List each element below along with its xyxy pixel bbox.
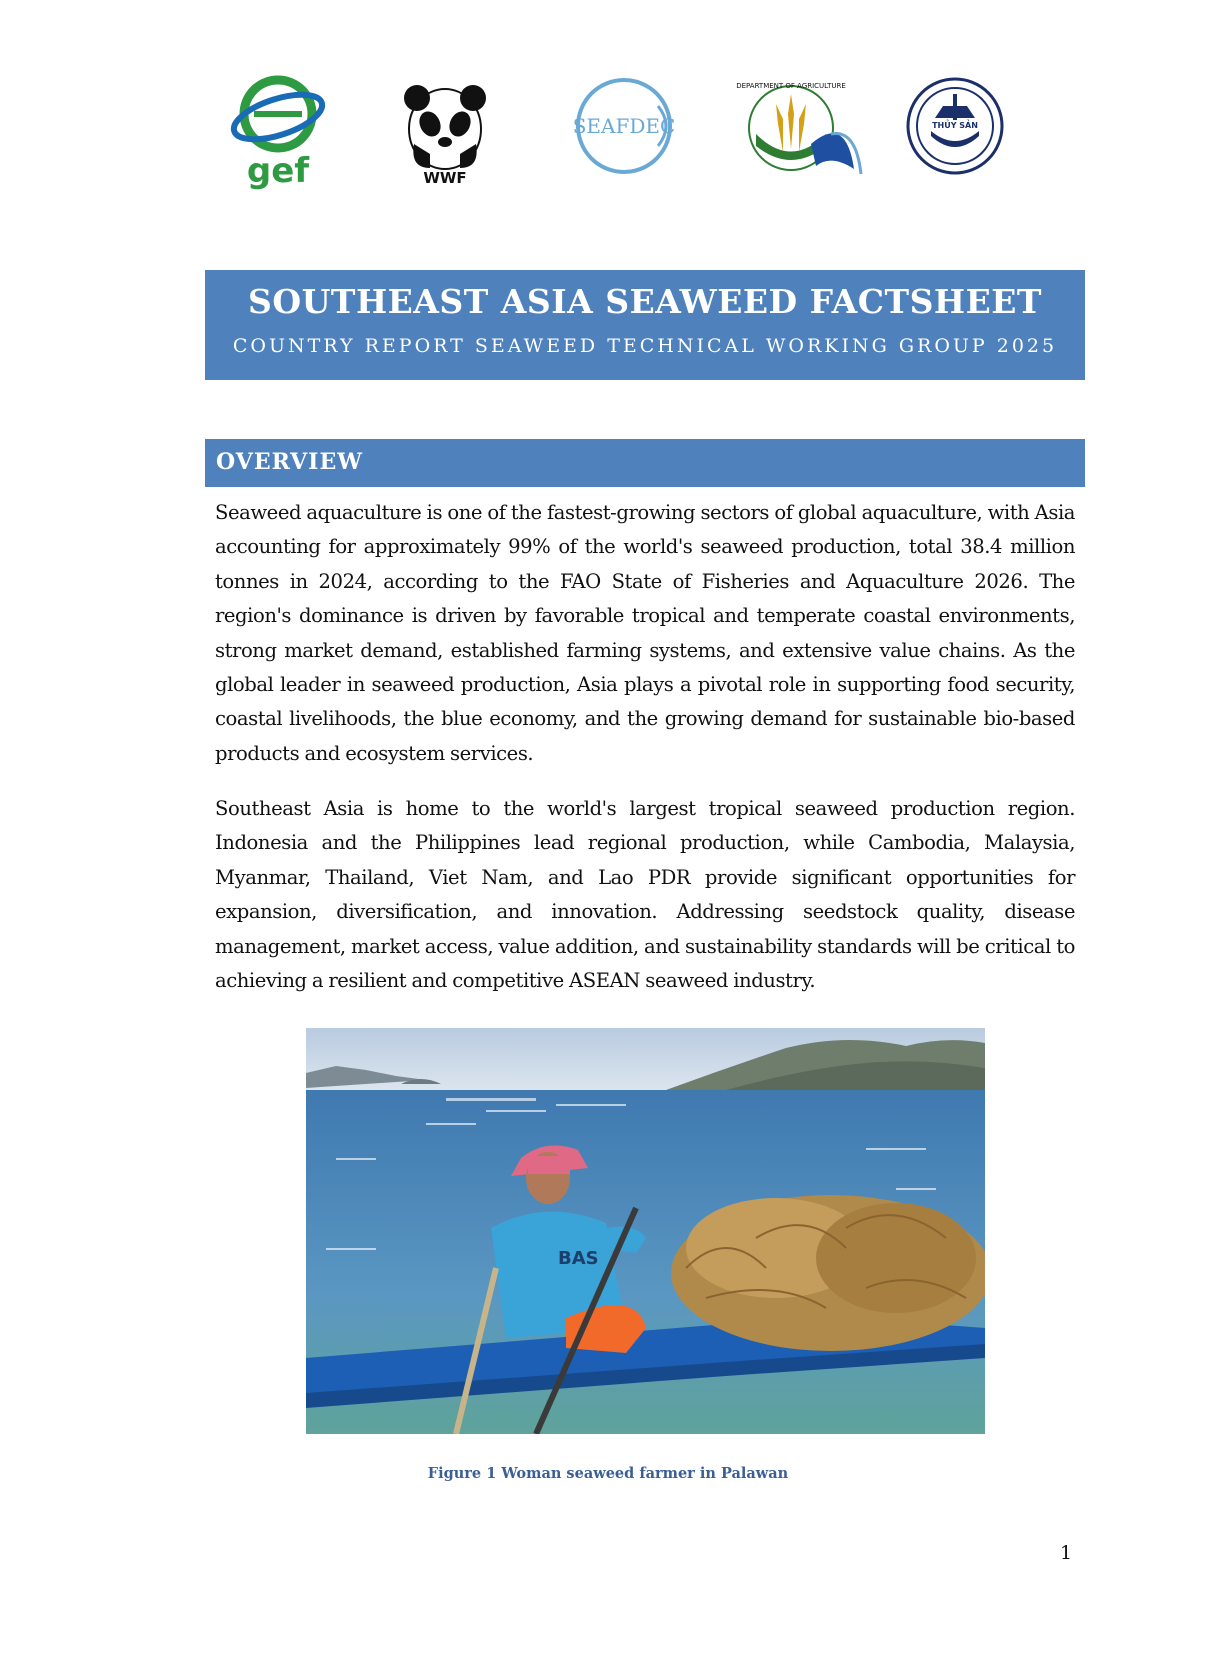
shirt-text: BAS [558, 1248, 599, 1269]
factsheet-subtitle: COUNTRY REPORT SEAWEED TECHNICAL WORKING GROUP 2025 [232, 335, 1058, 357]
wwf-logo-text: WWF [423, 169, 467, 184]
gef-logo-text: gef [246, 151, 310, 191]
factsheet-banner [205, 270, 1085, 380]
overview-paragraph-2: Southeast Asia is home to the world's largest tropical seaweed production region. Indonesia and the Philippines lead regional production, while Cambodia, Malaysia, Myanmar, Thailand, Viet Nam, and Lao PDR provide significant opportunities for expansion, diversification, and innovation. Addressing seedstock quality, disease management, market access, value addition, and sustainability standards will be critical to achieving a resilient and competitive ASEAN seaweed industry. [215, 797, 1075, 993]
factsheet-title: SOUTHEAST ASIA SEAWEED FACTSHEET [248, 282, 1042, 321]
gef-logo [228, 72, 328, 192]
overview-heading: OVERVIEW [216, 449, 363, 475]
seafdec-logo [568, 76, 680, 176]
department-of-agriculture-logo [736, 74, 866, 184]
overview-section-header [205, 439, 1085, 487]
page-number: 1 [1060, 1542, 1073, 1564]
partner-logos [0, 64, 1216, 194]
overview-paragraph-1: Seaweed aquaculture is one of the fastest-growing sectors of global aquaculture, with Asia accounting for approximately 99% of the world's seaweed production, total 38.4 million tonnes in 2024, according to the FAO State of Fisheries and Aquaculture 2026. The region's dominance is driven by favorable tropical and temperate coastal environments, strong market demand, established farming systems, and extensive value chains. As the global leader in seaweed production, Asia plays a pivotal role in supporting food security, coastal livelihoods, the blue economy, and the growing demand for sustainable bio-based products and ecosystem services. [215, 501, 1075, 765]
seaweed-farmer-photo [306, 1028, 985, 1434]
wwf-panda-logo [400, 84, 490, 184]
thuy-san-logo-text: THỦY SẢN [932, 121, 978, 130]
thuy-san-logo [905, 76, 1005, 176]
da-logo-text: DEPARTMENT OF AGRICULTURE [736, 82, 846, 90]
seafdec-logo-text: SEAFDEC [572, 114, 676, 138]
figure-caption: Figure 1 Woman seaweed farmer in Palawan [427, 1465, 789, 1482]
